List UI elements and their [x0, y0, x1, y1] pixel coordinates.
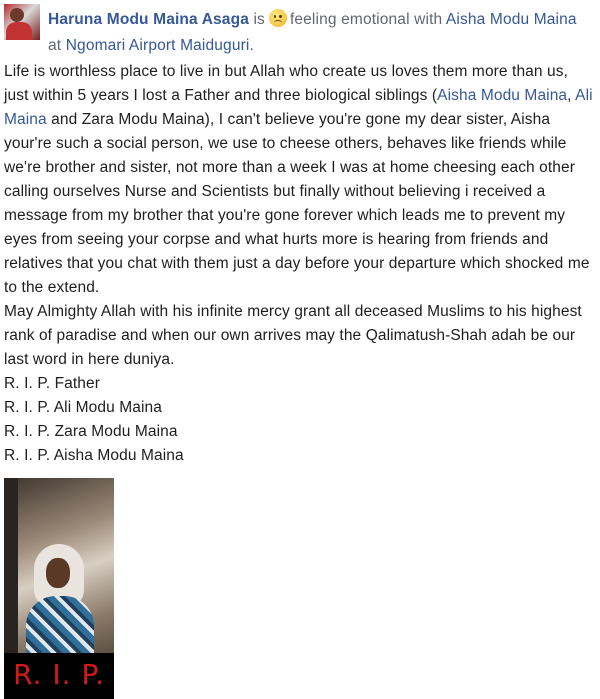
- rip-line: R. I. P. Zara Modu Maina: [4, 423, 178, 440]
- tagged-user-link[interactable]: Aisha Modu Maina: [445, 11, 577, 28]
- feeling-text: feeling emotional with: [289, 11, 443, 28]
- header-period: .: [249, 37, 254, 54]
- location-link[interactable]: Ngomari Airport Maiduguri: [65, 37, 250, 54]
- sad-face-icon: [269, 9, 287, 27]
- photo-rip-text: R. I. P.: [13, 658, 105, 691]
- post-text-1b: and Zara Modu Maina), I can't believe you're gone my dear sister, Aisha your're such a social person, we use to cheese others, behaves like friends while we're brother and sister, not more than a week I was at home cheesing each other calling ourselves Nurse and Scientists but finally without believing i received a message from my brother that you're gone forever which leads me to prevent my eyes from seeing your corpse and what hurts more is hearing from friends and relatives that you chat with them just a day before your departure which shocked me to the extend.: [4, 111, 590, 296]
- post-photo[interactable]: [4, 478, 114, 699]
- post-paragraph-1: [4, 60, 596, 300]
- is-text: is: [253, 11, 265, 28]
- rip-line: R. I. P. Aisha Modu Maina: [4, 447, 184, 464]
- author-name-link[interactable]: Haruna Modu Maina Asaga: [48, 11, 249, 28]
- avatar[interactable]: [4, 4, 40, 40]
- post-body: [4, 60, 596, 468]
- tagged-aisha-link[interactable]: Aisha Modu Maina: [437, 87, 568, 104]
- rip-line: R. I. P. Father: [4, 375, 100, 392]
- post-text-1a: Life is worthless place to live in but Allah who create us loves them more than us, just within 5 years I lost a Father and three biological siblings (: [4, 63, 568, 104]
- post-comma: ,: [567, 87, 576, 104]
- rip-line: R. I. P. Ali Modu Maina: [4, 399, 162, 416]
- post-header: [4, 4, 596, 56]
- tagged-ali-link[interactable]: Ali Maina: [4, 87, 593, 128]
- post-paragraph-2: May Almighty Allah with his infinite mercy grant all deceased Muslims to his highest rank of paradise and when our own arrives may the Qalimatush-Shah adah be our last word in here duniya.: [4, 303, 582, 368]
- post-headline: [48, 7, 596, 59]
- at-text: at: [48, 37, 62, 54]
